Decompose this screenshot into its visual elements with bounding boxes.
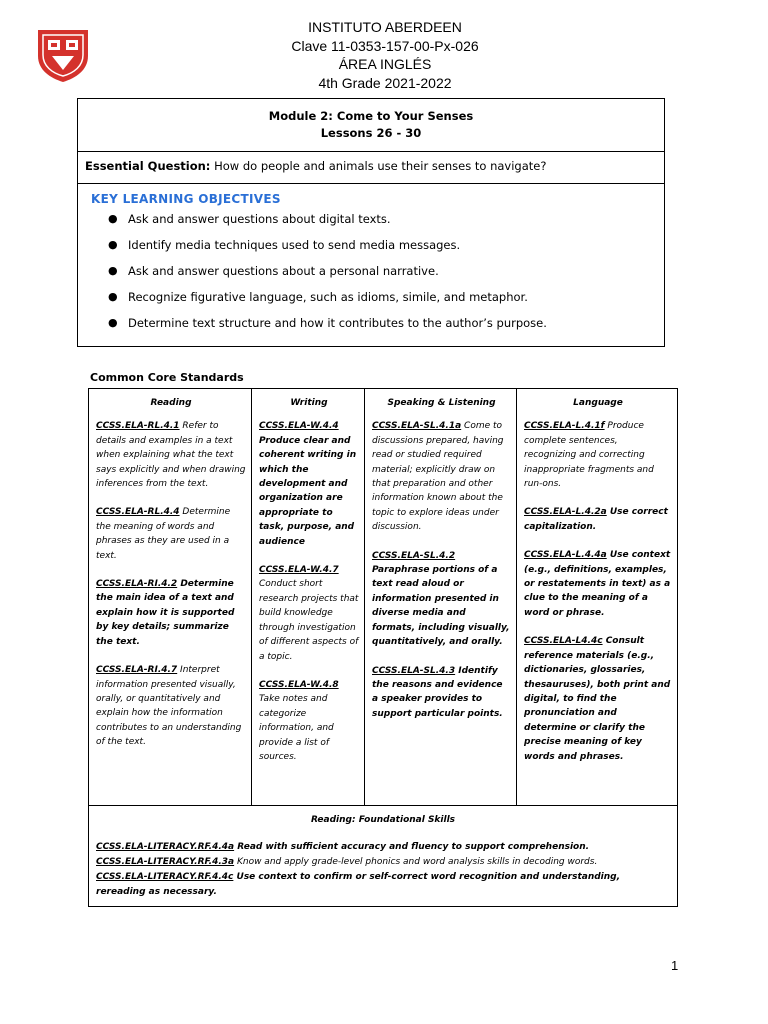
standard-code: CCSS.ELA-L.4.1f bbox=[524, 421, 605, 432]
bullet-icon: ● bbox=[108, 290, 118, 303]
standard-text: Come to discussions prepared, having read or studied required material; explicitly draw on that preparation and other information known about the topic to explore ideas under discussion. bbox=[372, 421, 504, 533]
standard-code: CCSS.ELA-SL.4.3 bbox=[372, 665, 456, 676]
standard-text: Use context to confirm or self-correct word recognition and understanding, bbox=[233, 872, 621, 882]
column-heading: Writing bbox=[290, 398, 328, 408]
standard-text: Interpret information presented visually, orally, or quantitatively and explain how the information contributes to an understanding of the text. bbox=[96, 665, 242, 748]
objective-item bbox=[108, 264, 664, 290]
foundational-line bbox=[96, 870, 670, 885]
essential-question-row bbox=[78, 152, 664, 184]
foundational-line bbox=[96, 885, 670, 900]
standard-text: Produce complete sentences, recognizing and correcting inappropriate fragments and run-ons. bbox=[524, 421, 654, 490]
standard-text: rereading as necessary. bbox=[96, 887, 217, 897]
essential-question-text: How do people and animals use their senses to navigate? bbox=[210, 159, 547, 173]
standards-title: Common Core Standards bbox=[90, 371, 244, 384]
standard-entry bbox=[524, 419, 672, 491]
learning-objectives bbox=[78, 184, 664, 342]
reading-column bbox=[89, 389, 251, 805]
objective-text: Identify media techniques used to send media messages. bbox=[128, 238, 461, 252]
standard-text: Use context (e.g., definitions, examples, or restatements in text) as a clue to the meaning of a word or phrase. bbox=[524, 550, 671, 618]
standard-code: CCSS.ELA-RI.4.7 bbox=[96, 665, 178, 676]
standard-text: Identify the reasons and evidence a speaker provides to support particular points. bbox=[372, 665, 503, 719]
school-code: Clave 11-0353-157-00-Px-026 bbox=[291, 37, 479, 54]
writing-column bbox=[251, 389, 364, 805]
column-heading: Reading bbox=[150, 398, 192, 408]
standard-text: Read with sufficient accuracy and fluency to support comprehension. bbox=[234, 842, 590, 852]
bullet-icon: ● bbox=[108, 238, 118, 251]
module-box bbox=[77, 98, 665, 347]
bullet-icon: ● bbox=[108, 212, 118, 225]
foundational-line bbox=[96, 840, 670, 855]
standard-text: Conduct short research projects that build knowledge through investigation of different aspects of a topic. bbox=[259, 579, 359, 662]
standard-text: Refer to details and examples in a text when explaining what the text says explicitly and when drawing inferences from the text. bbox=[96, 421, 246, 490]
standard-entry bbox=[524, 505, 672, 534]
standards-table bbox=[88, 388, 678, 907]
foundational-heading: Reading: Foundational Skills bbox=[310, 815, 456, 825]
standard-code: CCSS.ELA-RL.4.4 bbox=[96, 507, 180, 518]
standard-code: CCSS.ELA-LITERACY.RF.4.3a bbox=[96, 857, 235, 867]
standard-code: CCSS.ELA-RI.4.2 bbox=[96, 579, 178, 590]
standard-text: Consult reference materials (e.g., dictionaries, glossaries, thesauruses), both print and digital, to find the pronunciation and determine or clarify the precise meaning of key words and phrases. bbox=[524, 636, 671, 762]
standard-code: CCSS.ELA-W.4.8 bbox=[259, 679, 339, 690]
standard-code: CCSS.ELA-W.4.4 bbox=[259, 421, 339, 432]
objective-item bbox=[108, 238, 664, 264]
essential-question-label: Essential Question: bbox=[85, 159, 211, 173]
grade-year: 4th Grade 2021-2022 bbox=[318, 74, 452, 91]
standard-text: Determine the main idea of a text and explain how it is supported by key details; summarize the text. bbox=[96, 579, 235, 647]
standard-entry bbox=[372, 549, 511, 650]
standard-text: Know and apply grade-level phonics and word analysis skills in decoding words. bbox=[234, 857, 598, 867]
module-lessons: Lessons 26 - 30 bbox=[320, 126, 422, 140]
standard-code: CCSS.ELA-SL.4.1a bbox=[372, 421, 462, 432]
school-crest-icon bbox=[34, 26, 92, 84]
school-header bbox=[200, 18, 570, 92]
standard-entry bbox=[259, 419, 359, 549]
standards-columns bbox=[89, 389, 677, 806]
standard-code: CCSS.ELA-LITERACY.RF.4.4c bbox=[96, 872, 234, 882]
foundational-line bbox=[96, 855, 670, 870]
standard-text: Use correct capitalization. bbox=[524, 507, 668, 532]
standard-text: Take notes and categorize information, and provide a list of sources. bbox=[259, 694, 334, 762]
standard-code: CCSS.ELA-RL.4.1 bbox=[96, 421, 180, 432]
page-number: 1 bbox=[671, 958, 679, 973]
standard-entry bbox=[524, 634, 672, 764]
standard-code: CCSS.ELA-L.4.4a bbox=[524, 550, 607, 561]
standard-code: CCSS.ELA-W.4.7 bbox=[259, 565, 339, 576]
standard-entry bbox=[524, 548, 672, 620]
objective-text: Recognize figurative language, such as idioms, simile, and metaphor. bbox=[128, 290, 528, 304]
column-heading: Language bbox=[573, 398, 623, 408]
standard-entry bbox=[259, 563, 359, 664]
module-title-cell bbox=[78, 99, 664, 152]
standard-entry bbox=[372, 664, 511, 722]
subject-area: ÁREA INGLÉS bbox=[338, 56, 432, 72]
objectives-heading: KEY LEARNING OBJECTIVES bbox=[91, 192, 281, 206]
standard-code: CCSS.ELA-L4.4c bbox=[524, 636, 603, 647]
bullet-icon: ● bbox=[108, 264, 118, 277]
school-name: INSTITUTO ABERDEEN bbox=[308, 19, 462, 35]
standard-code: CCSS.ELA-L.4.2a bbox=[524, 507, 607, 518]
module-title: Module 2: Come to Your Senses bbox=[268, 109, 474, 123]
standard-entry bbox=[259, 678, 359, 764]
objectives-list bbox=[91, 212, 664, 342]
standard-entry bbox=[96, 577, 246, 649]
standard-text: Determine the meaning of words and phrases as they are used in a text. bbox=[96, 507, 231, 561]
objective-text: Determine text structure and how it contributes to the author’s purpose. bbox=[128, 316, 547, 330]
standard-code: CCSS.ELA-LITERACY.RF.4.4a bbox=[96, 842, 235, 852]
standard-entry bbox=[96, 663, 246, 749]
language-column bbox=[516, 389, 677, 805]
objective-item bbox=[108, 316, 664, 342]
foundational-skills bbox=[89, 806, 677, 900]
standard-entry bbox=[372, 419, 511, 534]
objective-text: Ask and answer questions about digital texts. bbox=[128, 212, 391, 226]
objective-item bbox=[108, 290, 664, 316]
bullet-icon: ● bbox=[108, 316, 118, 329]
objective-item bbox=[108, 212, 664, 238]
standard-code: CCSS.ELA-SL.4.2 bbox=[372, 550, 456, 561]
standard-text: Paraphrase portions of a text read aloud or information presented in diverse media and formats, including visually, quantitatively, and orally. bbox=[372, 565, 510, 648]
standard-entry bbox=[96, 505, 246, 563]
standard-entry bbox=[96, 419, 246, 491]
speaking-listening-column bbox=[364, 389, 516, 805]
standard-text: Produce clear and coherent writing in which the development and organization are appropriate to task, purpose, and audience bbox=[259, 435, 357, 547]
column-heading: Speaking & Listening bbox=[387, 398, 496, 408]
objective-text: Ask and answer questions about a personal narrative. bbox=[128, 264, 439, 278]
